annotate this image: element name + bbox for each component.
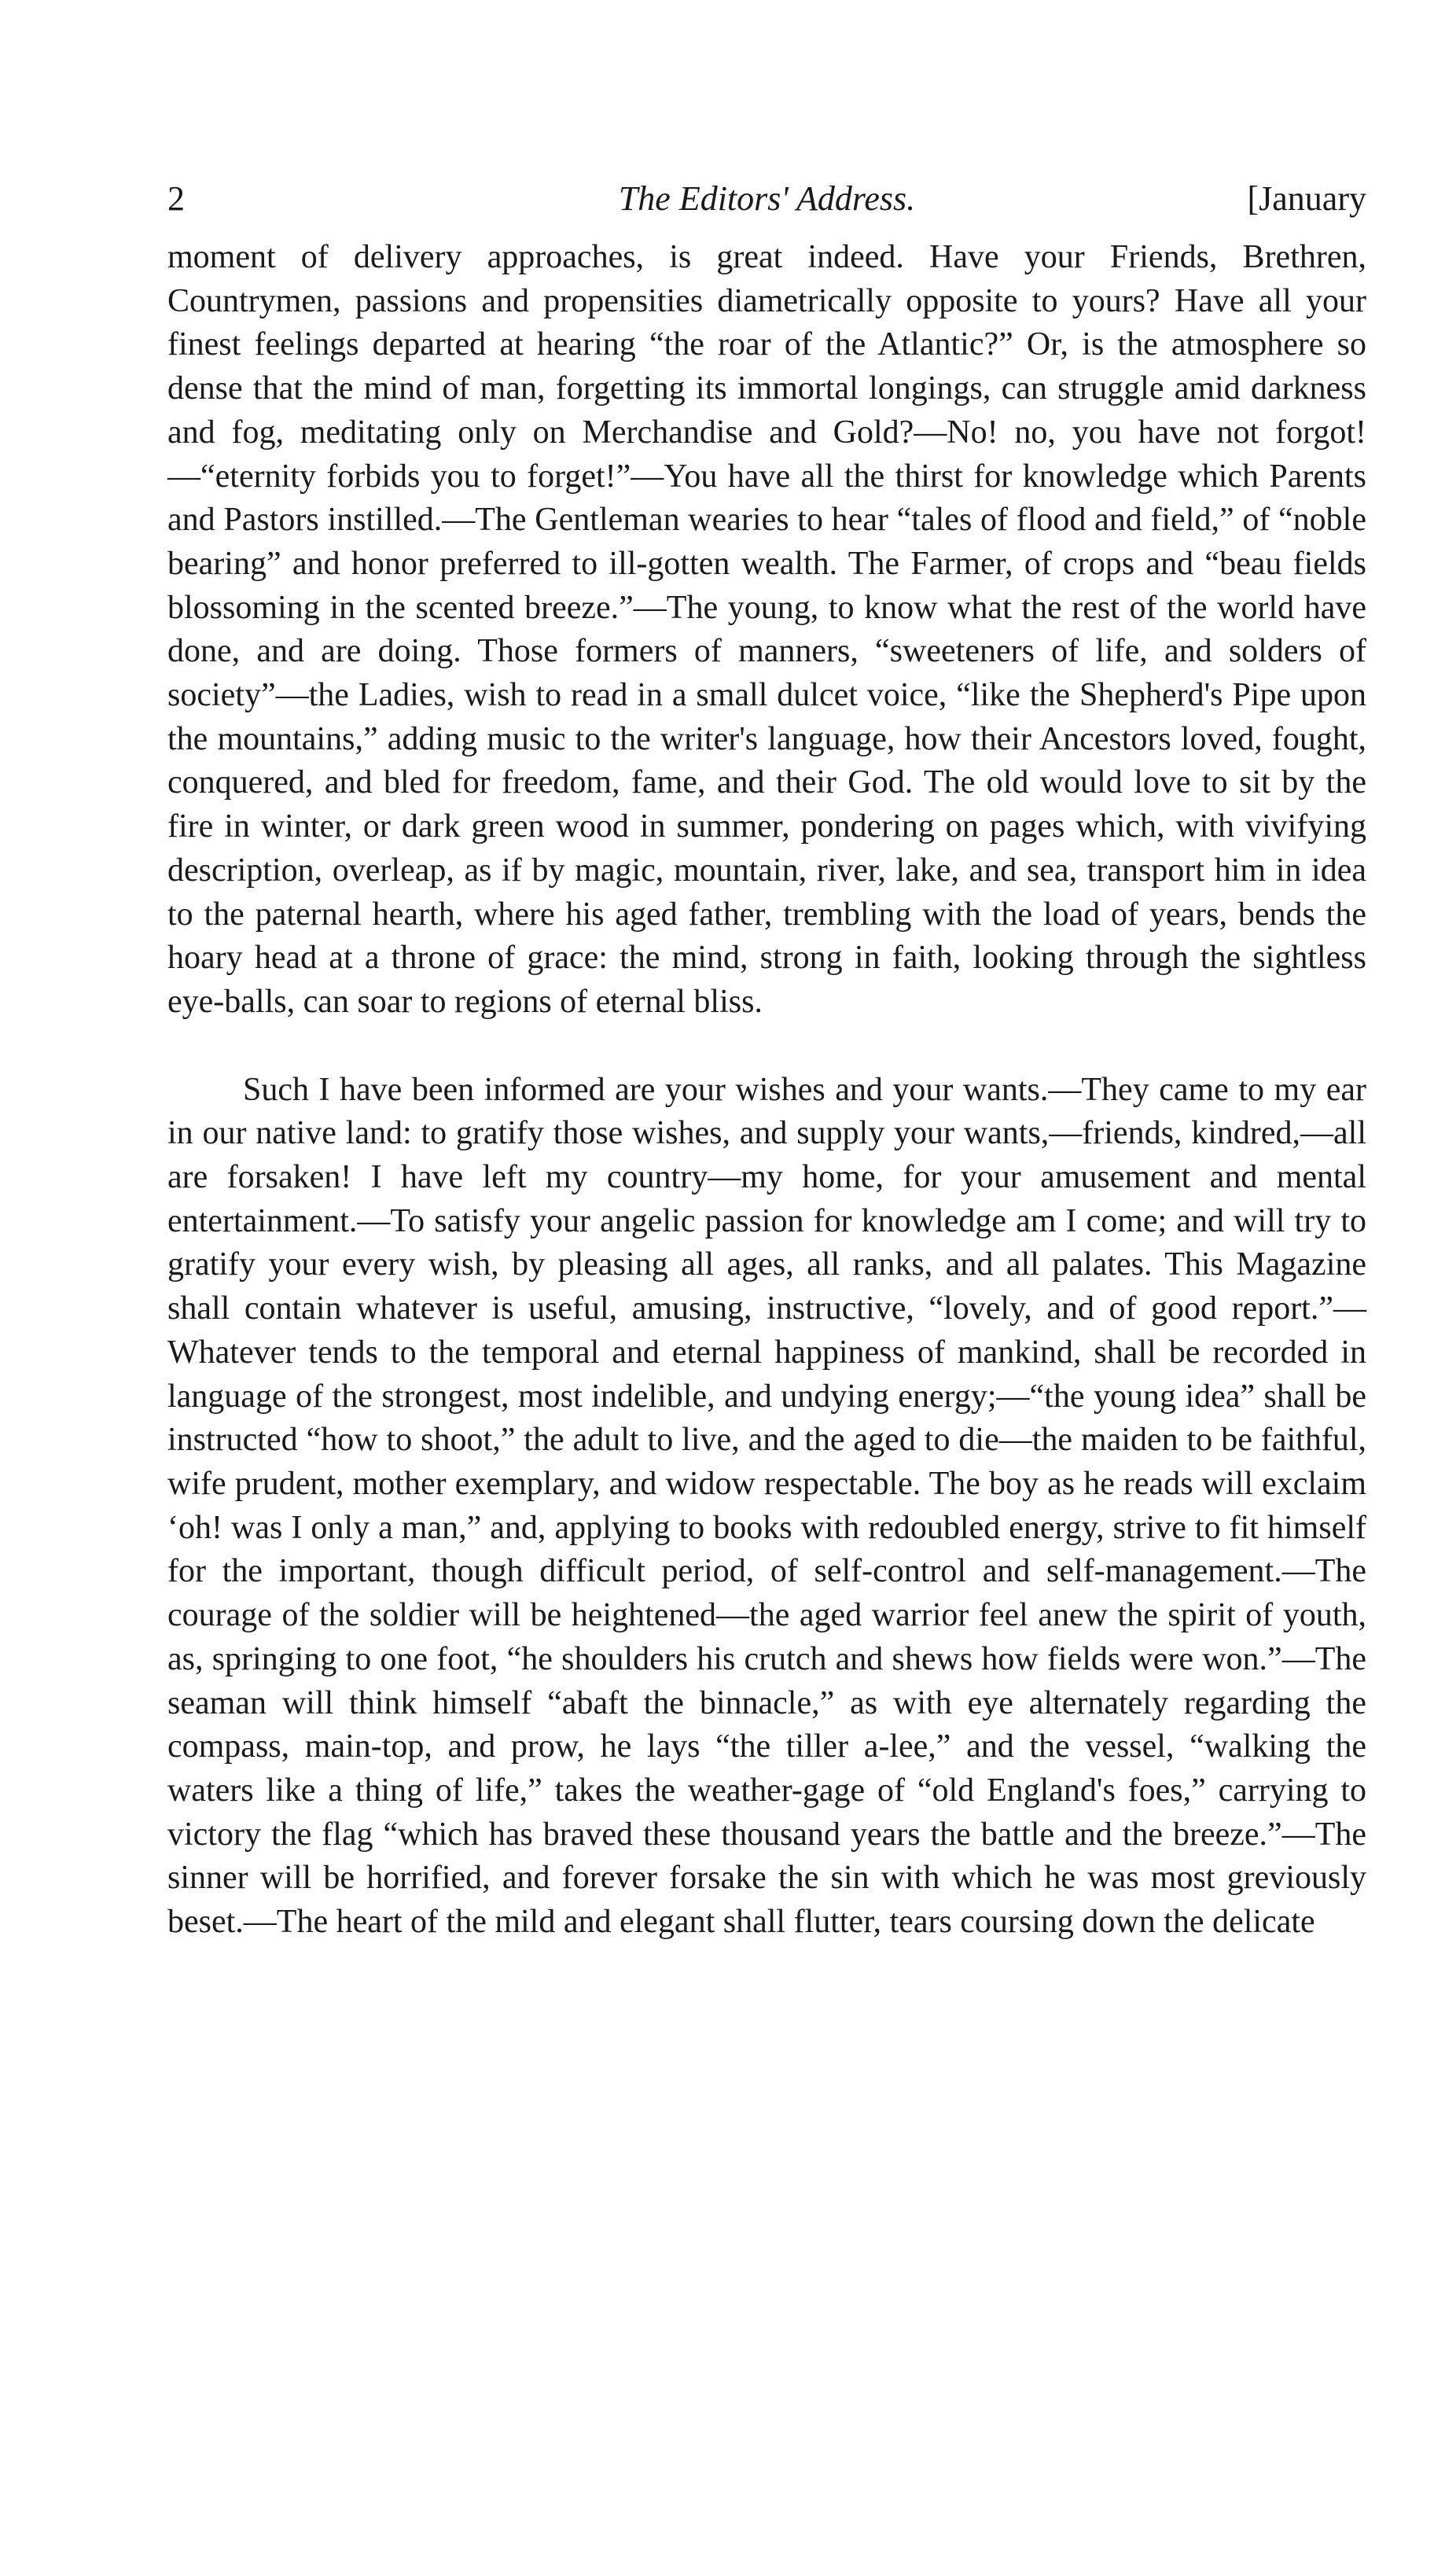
page-header [167, 171, 1366, 226]
paragraph-wishes-and-wants: Such I have been informed are your wishes and your wants.—They came to my ear in our native land: to gratify those wishes, and supply your wants,—friends, kindred,—all are forsaken! I have left my country—my home, for your amusement and mental entertainment.—To satisfy your angelic passion for knowledge am I come; and will try to gratify your every wish, by pleasing all ages, all ranks, and all palates. This Magazine shall contain whatever is useful, amusing, instructive, “lovely, and of good report.”—Whatever tends to the temporal and eternal happiness of mankind, shall be recorded in language of the strongest, most indelible, and undying energy;—“the young idea” shall be instructed “how to shoot,” the adult to live, and the aged to die—the maiden to be faithful, wife prudent, mother exemplary, and widow respectable. The boy as he reads will exclaim ‘oh! was I only a man,” and, applying to books with redoubled energy, strive to fit himself for the important, though difficult period, of self-control and self-management.—The courage of the soldier will be heightened—the aged warrior feel anew the spirit of youth, as, springing to one foot, “he shoulders his crutch and shews how fields were won.”—The seaman will think himself “abaft the binnacle,” as with eye alternately regarding the compass, main-top, and prow, he lays “the tiller a-lee,” and the vessel, “walking the waters like a thing of life,” takes the weather-gage of “old England's foes,” carrying to victory the flag “which has braved these thousand years the battle and the breeze.”—The sinner will be horrified, and forever forsake the sin with which he was most greviously beset.—The heart of the mild and elegant shall flutter, tears coursing down the delicate [167, 1071, 1366, 1941]
running-title: The Editors' Address. [618, 179, 916, 218]
body-text [167, 236, 1366, 1945]
running-month: [January [1247, 179, 1366, 218]
paragraph-continued: moment of delivery approaches, is great indeed. Have your Friends, Brethren, Countrymen, passions and propensities diametrically opposite to yours? Have all your finest feelings departed at hearing “the roar of the Atlantic?” Or, is the atmosphere so dense that the mind of man, forgetting its immortal longings, can struggle amid darkness and fog, meditating only on Merchandise and Gold?—No! no, you have not forgot!—“eternity forbids you to forget!”—You have all the thirst for knowledge which Parents and Pastors instilled.—The Gentleman wearies to hear “tales of flood and field,” of “noble bearing” and honor preferred to ill-gotten wealth. The Farmer, of crops and “beau fields blossoming in the scented breeze.”—The young, to know what the rest of the world have done, and are doing. Those formers of manners, “sweeteners of life, and solders of society”—the Ladies, wish to read in a small dulcet voice, “like the Shepherd's Pipe upon the mountains,” adding music to the writer's language, how their Ancestors loved, fought, conquered, and bled for freedom, fame, and their God. The old would love to sit by the fire in winter, or dark green wood in summer, pondering on pages which, with vivifying description, overleap, as if by magic, mountain, river, lake, and sea, transport him in idea to the paternal hearth, where his aged father, trembling with the load of years, bends the hoary head at a throne of grace: the mind, strong in faith, looking through the sightless eye-balls, can soar to regions of eternal bliss. [167, 239, 1366, 1020]
page-number: 2 [167, 179, 185, 218]
